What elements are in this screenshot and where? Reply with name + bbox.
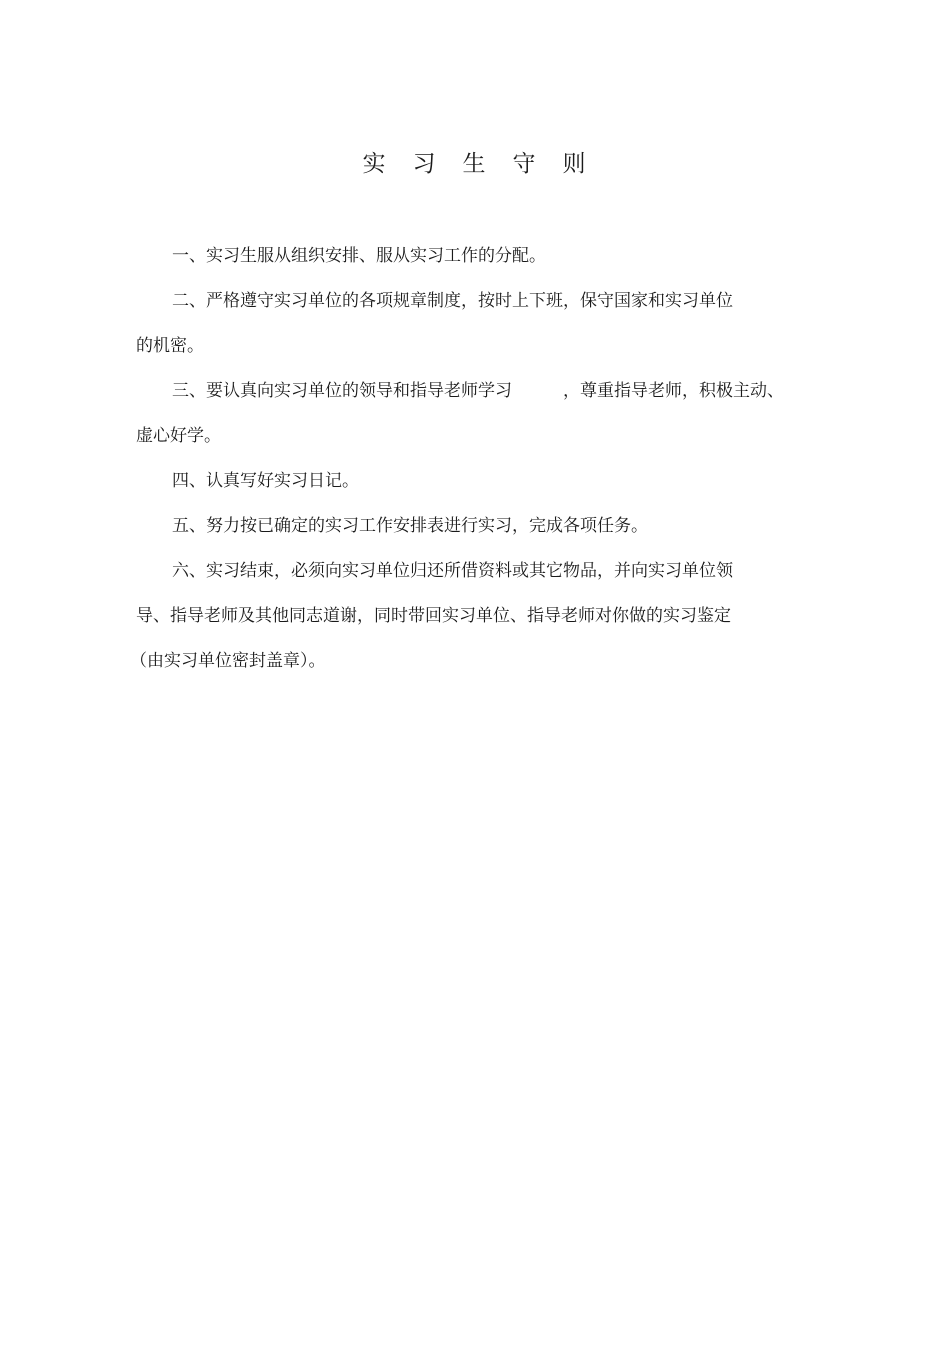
rule-6-line-1: 六、实习结束，必须向实习单位归还所借资料或其它物品，并向实习单位领 — [172, 561, 733, 581]
rule-5-line-1: 五、努力按已确定的实习工作安排表进行实习，完成各项任务。 — [172, 516, 648, 536]
rule-3-line-1a: 三、要认真向实习单位的领导和指导老师学习 — [172, 381, 512, 401]
rule-6-line-3: （由实习单位密封盖章）。 — [130, 651, 326, 671]
rule-2-line-1: 二、严格遵守实习单位的各项规章制度，按时上下班，保守国家和实习单位 — [172, 291, 733, 311]
rule-3-line-2: 虚心好学。 — [136, 426, 221, 446]
rule-3-line-1b: ，尊重指导老师，积极主动、 — [563, 381, 784, 401]
document-title: 实 习 生 守 则 — [362, 151, 588, 177]
rule-6-line-2: 导、指导老师及其他同志道谢，同时带回实习单位、指导老师对你做的实习鉴定 — [136, 606, 731, 626]
rule-4-line-1: 四、认真写好实习日记。 — [172, 471, 359, 491]
rule-1-line-1: 一、实习生服从组织安排、服从实习工作的分配。 — [172, 246, 546, 266]
rule-2-line-2: 的机密。 — [136, 336, 204, 356]
